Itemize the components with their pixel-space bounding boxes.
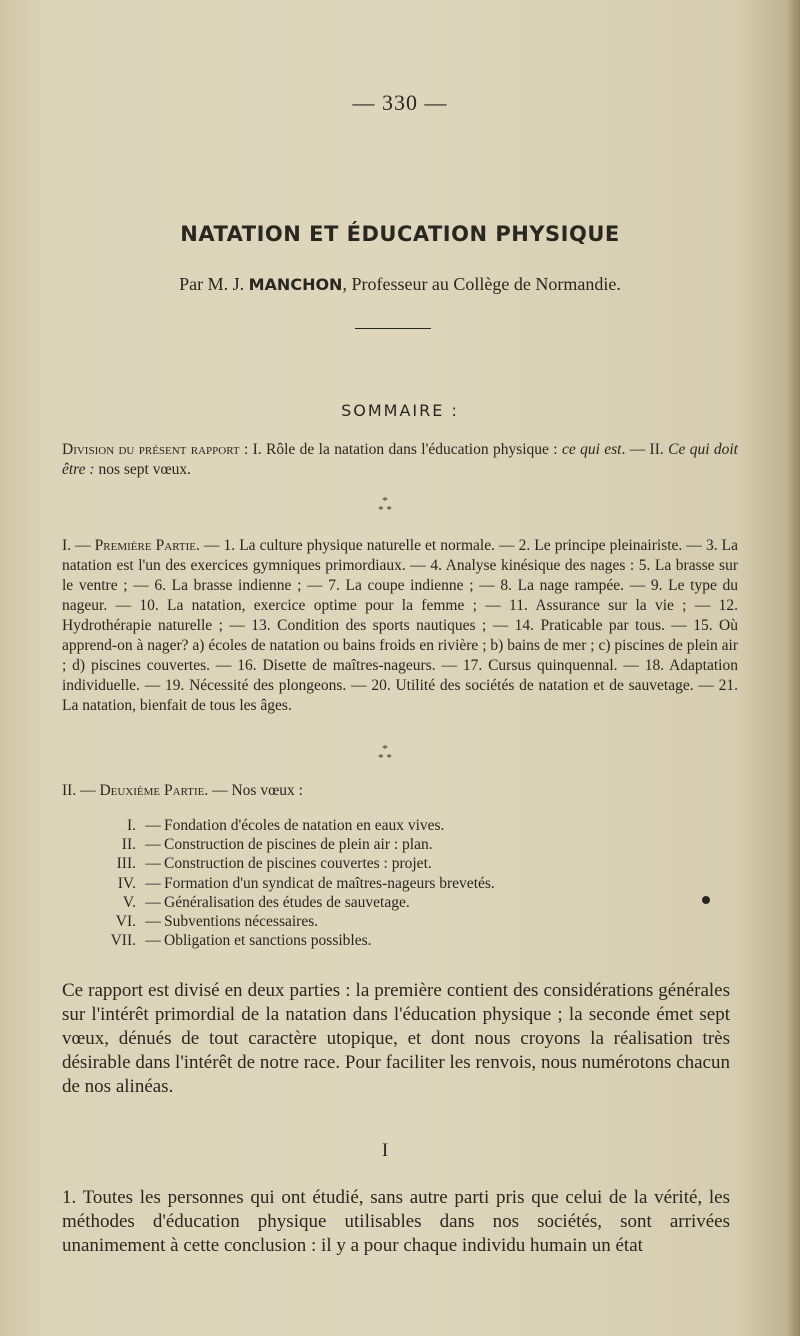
asterism-top: *	[382, 495, 388, 507]
byline	[0, 274, 800, 295]
page-number: — 330 —	[352, 90, 448, 115]
voeu-item	[62, 893, 495, 912]
voeu-number: II.	[121, 836, 136, 854]
asterism-2	[0, 745, 785, 763]
asterism-1	[0, 497, 785, 515]
voeu-item	[62, 912, 495, 931]
division-text-3: nos sept vœux.	[94, 461, 192, 478]
part1-text: — 1. La culture physique naturelle et normale. — 2. Le principe pleinairiste. — 3. La natation est l'un des exercices gymniques primordiaux. — 4. Analyse kinésique des nages : 5. La brasse sur le ventre ; — 6. La brasse indienne ; — 7. La coupe indienne ; — 8. La nage rampée. — 9. Le type du nageur. — 10. La natation, exercice optime pour la femme ; — 11. Assurance sur la vie ; — 12. Hydrothérapie naturelle ; — 13. Condition des sports nautiques ; — 14. Praticable par tous. — 15. Où apprend-on à nager? a) écoles de natation ou bains froids en rivière ; b) bains de mer ; c) piscines de plein air ; d) piscines couvertes. — 16. Disette de maîtres-nageurs. — 17. Cursus quinquennal. — 18. Adaptation individuelle. — 19. Nécessité des plongeons. — 20. Utilité des sociétés de natation et de sauvetage. — 21. La natation, bienfait de tous les âges.	[62, 537, 738, 714]
division-italic-2: Ce qui doit être :	[62, 441, 738, 478]
voeu-dash: —	[145, 932, 161, 950]
part2-text: — Nos vœux :	[208, 782, 303, 799]
voeu-text: Construction de piscines de plein air : plan.	[164, 836, 433, 854]
voeu-number: IV.	[117, 874, 136, 892]
asterism-bottom: * *	[378, 752, 392, 764]
part1-label: I. — Première Partie.	[62, 537, 200, 554]
voeu-text: Généralisation des études de sauvetage.	[164, 893, 410, 911]
section-numeral: I	[381, 1140, 389, 1161]
voeu-number: V.	[122, 893, 136, 911]
voeu-item	[62, 816, 495, 835]
voeu-item	[62, 874, 495, 893]
article-title: NATATION ET ÉDUCATION PHYSIQUE	[180, 222, 620, 246]
voeu-dash: —	[145, 874, 161, 892]
author-name: MANCHON	[248, 275, 343, 294]
voeu-text: Construction de piscines couvertes : projet.	[164, 855, 432, 873]
title-rule	[355, 328, 431, 329]
voeu-item	[62, 854, 495, 873]
division-text-2: . — II.	[621, 441, 669, 458]
ink-dot	[702, 896, 710, 904]
voeu-text: Subventions nécessaires.	[164, 913, 319, 931]
byline-suffix: , Professeur au Collège de Normandie.	[342, 274, 621, 294]
paragraph-1: 1. Toutes les personnes qui ont étudié, sans autre parti pris que celui de la vérité, les méthodes d'éducation physique utilisables dans nos sociétés, sont arrivées unanimement à cette conclusion : il y a pour chaque individu humain un état	[62, 1187, 730, 1256]
voeu-text: Fondation d'écoles de natation en eaux vives.	[164, 817, 445, 834]
page-edge-shadow	[786, 0, 800, 1336]
voeu-dash: —	[145, 836, 161, 854]
voeu-dash: —	[145, 855, 161, 873]
part1-summary	[62, 536, 738, 716]
voeu-dash: —	[145, 893, 161, 911]
voeu-number: VII.	[110, 932, 136, 950]
voeu-dash: —	[145, 913, 161, 931]
voeu-item	[62, 835, 495, 854]
voeu-text: Obligation et sanctions possibles.	[164, 932, 372, 950]
voeu-item	[62, 931, 495, 950]
asterism-bottom: * *	[378, 504, 392, 516]
voeu-dash: —	[145, 817, 161, 834]
division-label: Division du présent rapport	[62, 441, 240, 458]
division-text-1: : I. Rôle de la natation dans l'éducation physique :	[239, 441, 562, 458]
byline-prefix: Par M. J.	[179, 274, 249, 294]
division-paragraph	[62, 440, 738, 480]
sommaire-heading: SOMMAIRE :	[341, 401, 459, 420]
part2-heading	[62, 781, 303, 801]
voeu-number: I.	[126, 817, 136, 834]
part2-label: II. — Deuxième Partie.	[62, 782, 209, 799]
voeux-list	[62, 816, 495, 950]
voeu-number: VI.	[115, 913, 136, 931]
division-italic-1: ce qui est	[561, 441, 622, 458]
voeu-text: Formation d'un syndicat de maîtres-nageurs brevetés.	[164, 874, 495, 892]
asterism-top: *	[382, 743, 388, 755]
voeu-number: III.	[116, 855, 136, 873]
intro-paragraph: Ce rapport est divisé en deux parties : la première contient des considérations générales sur l'intérêt primordial de la natation dans l'éducation physique ; la seconde émet sept vœux, dénués de tout caractère utopique, et dont nous croyons la réalisation très désirable dans l'intérêt de notre race. Pour faciliter les renvois, nous numérotons chacun de nos alinéas.	[62, 980, 730, 1097]
